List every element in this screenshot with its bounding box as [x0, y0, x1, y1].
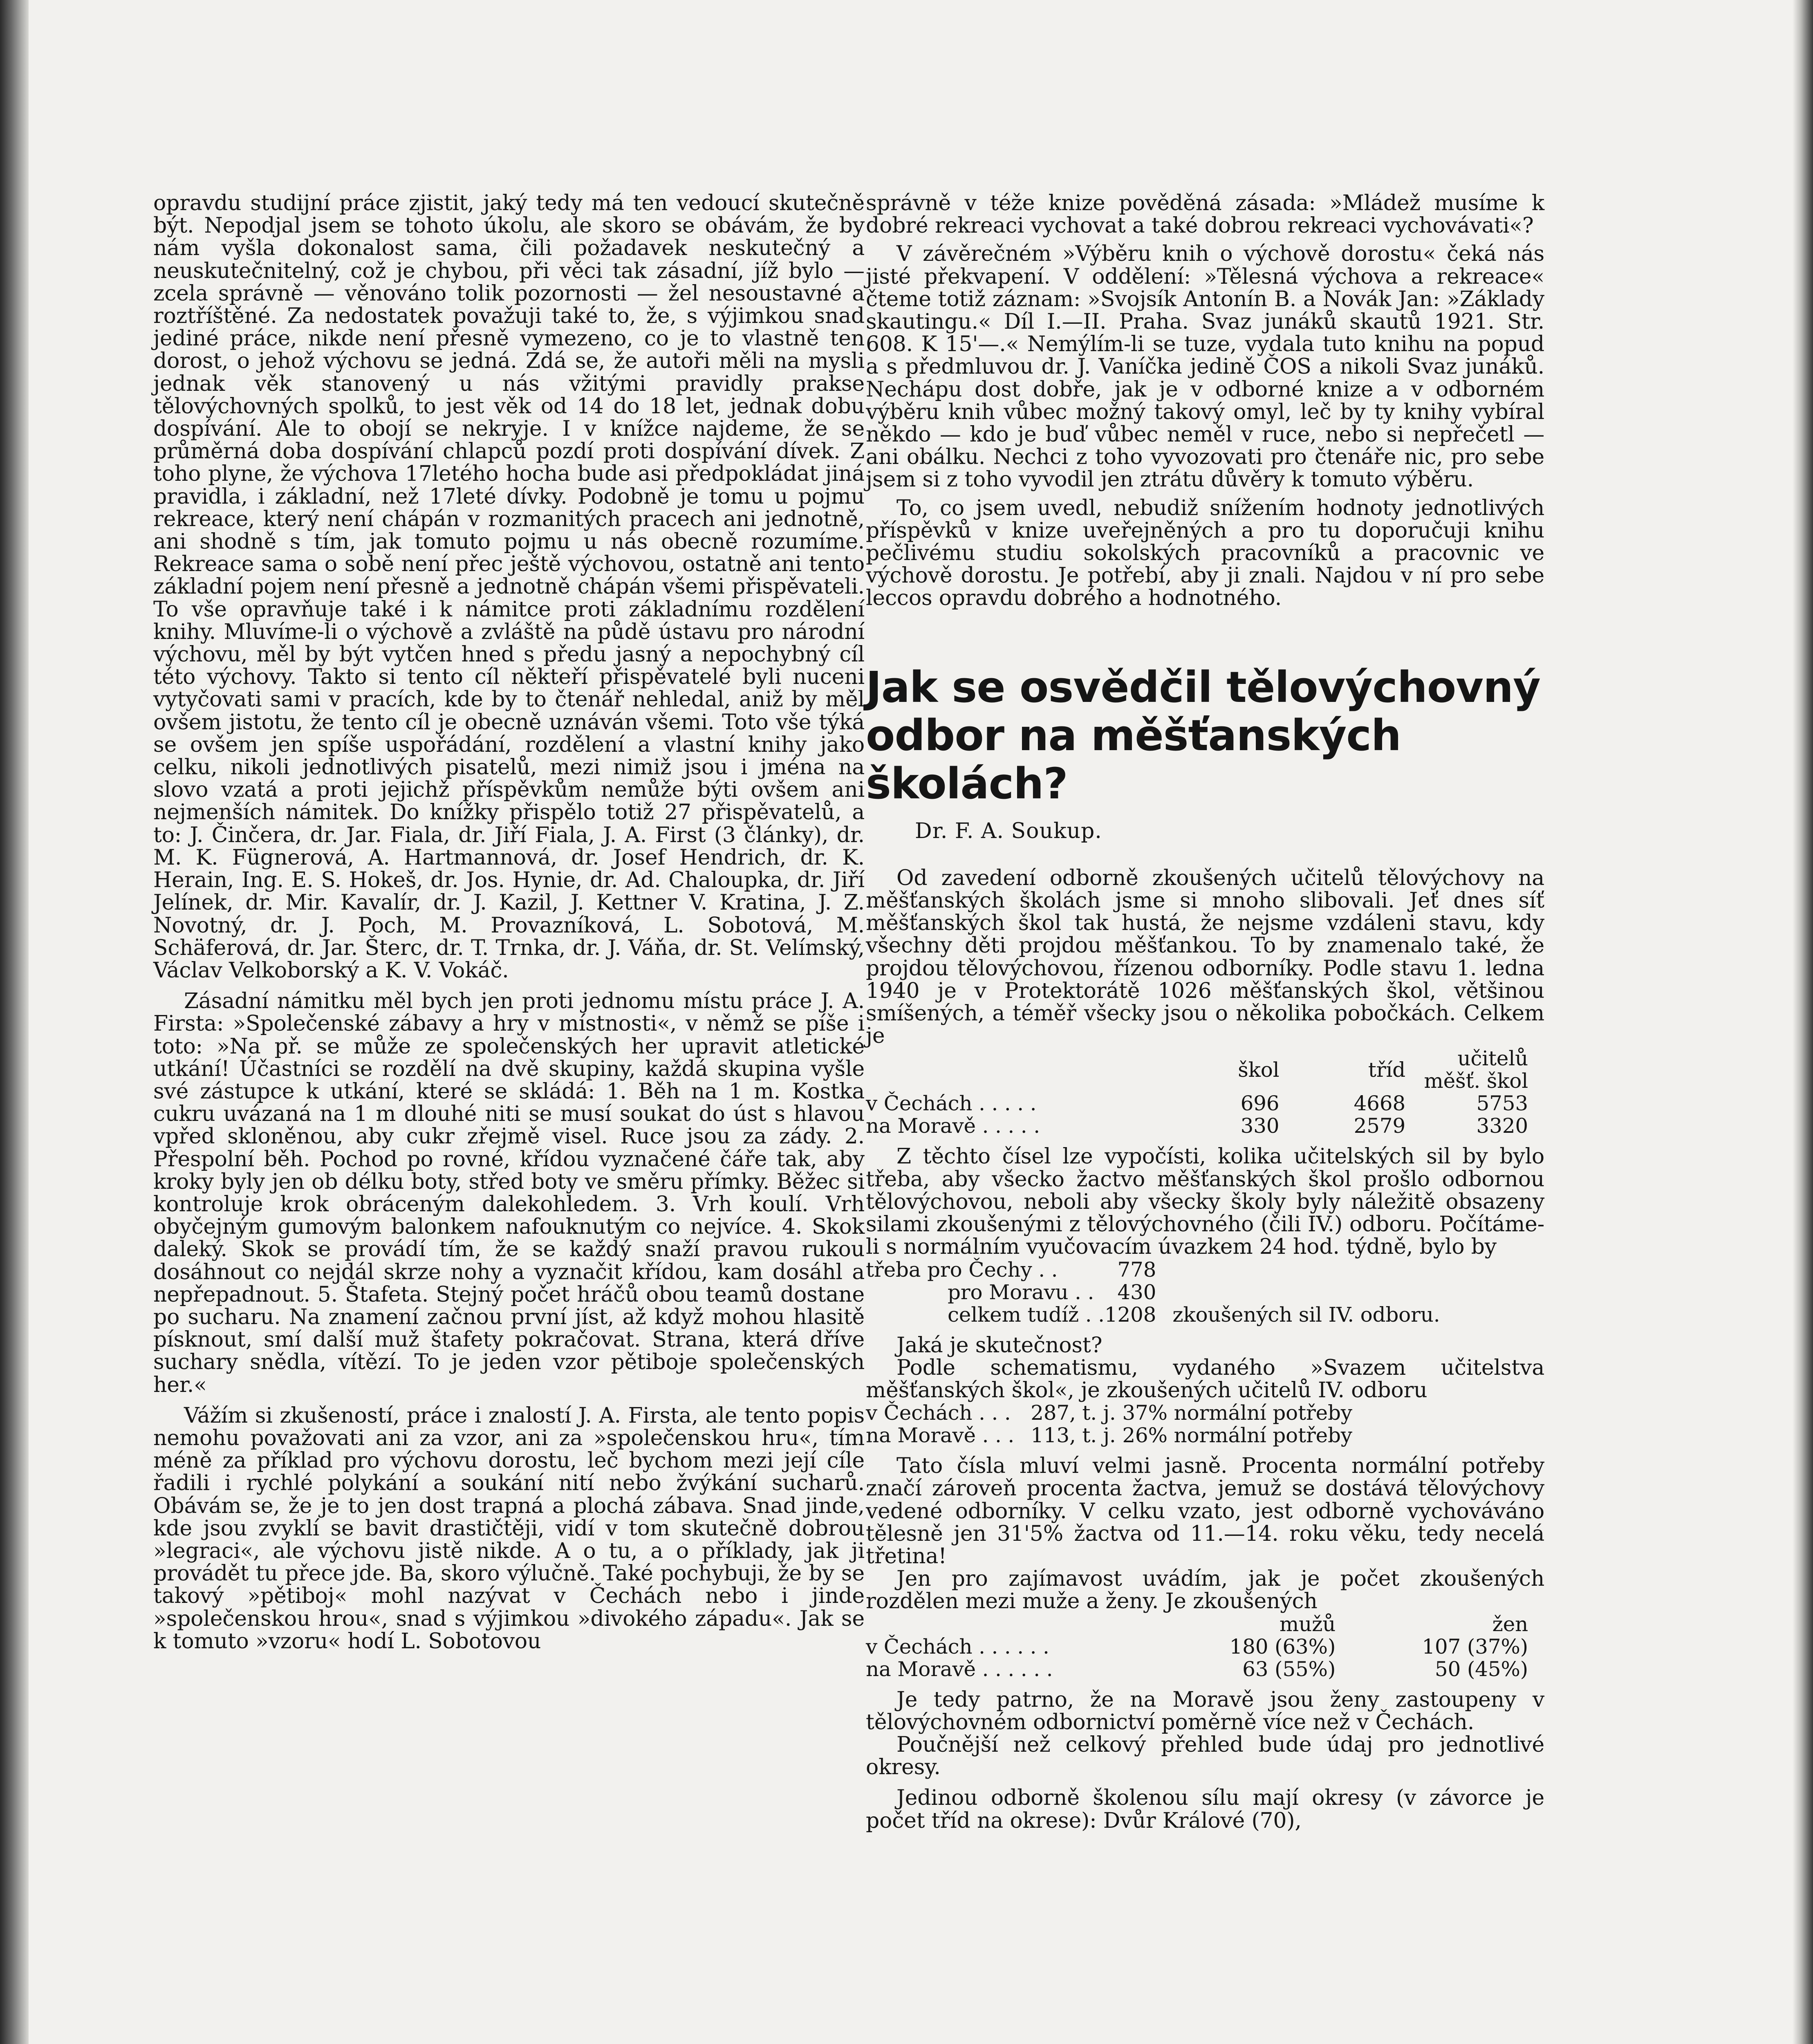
article-paragraph-8: Poučnější než celkový přehled bude údaj pro jednotlivé okresy. — [866, 1732, 1544, 1780]
table-row — [866, 1424, 1352, 1447]
cell-ucitelu: 5753 — [1476, 1091, 1528, 1116]
article-paragraph-4: Podle schematismu, vydaného »Svazem učitelstva měšťanských škol«, je zkoušených učitelů IV. odboru — [866, 1355, 1544, 1403]
row-label: třeba pro Čechy . . — [866, 1257, 1058, 1282]
cell-muzu: 180 (63%) — [1229, 1634, 1336, 1659]
actual-table — [866, 1402, 1352, 1447]
table-row — [866, 1115, 1544, 1137]
cell-skol: 696 — [1240, 1091, 1280, 1116]
cell-note — [1172, 1259, 1440, 1281]
article-headline: Jak se osvědčil tělovýchovný odbor na měšťanských školách? — [866, 662, 1540, 809]
row-label: v Čechách . . . — [866, 1401, 1011, 1425]
cell-ucitelu: 3320 — [1476, 1114, 1528, 1138]
article-byline: Dr. F. A. Soukup. — [915, 818, 1102, 843]
needs-table — [866, 1259, 1440, 1326]
cell-note — [1172, 1281, 1440, 1304]
row-label: na Moravě . . . — [866, 1423, 1015, 1448]
left-paragraph-1: opravdu studijní práce zjistit, jaký tedy má ten vedoucí skutečně být. Nepodjal jsem se tohoto úkolu, ale skoro se obávám, že by nám vyšla dokonalost sama, čili požadavek neskutečný a neuskutečnitelný, což je chybou, při věci tak zásadní, jíž bylo — zcela správně — věnováno tolik pozornosti — žel nesoustavné a roztříštěné. Za nedostatek považuji také to, že, s výjimkou snad jediné práce, nikde není přesně vymezeno, co je to vlastně ten dorost, o jehož výchovu se jedná. Zdá se, že autoři měli na mysli jednak věk stanovený u nás vžitými pravidly prakse tělovýchovných spolků, to jest věk od 14 do 18 let, jednak dobu dospívání. Ale to obojí se nekryje. I v knížce najdeme, že se průměrná doba dospívání chlapců pozdí proti dospívání dívek. Z toho plyne, že výchova 17letého hocha bude asi předpokládat jiná pravidla, i základní, než 17leté dívky. Podobně je tomu u pojmu rekreace, který není chápán v rozmanitých pracech ani jednotně, ani shodně s tím, jak tomuto pojmu u nás obecně rozumíme. Rekreace sama o sobě není přec ještě výchovou, ostatně ani tento základní pojem není přesně a jednotně chápán všemi přispěvateli. To vše opravňuje také i k námitce proti základnímu rozdělení knihy. Mluvíme-li o výchově a zvláště na půdě ústavu pro národní výchovu, měl by být vytčen hned s předu jasný a nepochybný cíl této výchovy. Takto si tento cíl někteří přispěvatelé byli nuceni vytyčovati sami v pracích, kde by to čtenář nehledal, aniž by měl ovšem jistotu, že tento cíl je obecně uznáván všemi. Toto vše týká se ovšem jen spíše uspořádání, rozdělení a vlastní knihy jako celku, nikoli jednotlivých pisatelů, mezi nimiž jsou i jména na slovo vzatá a proti jejichž příspěvkům nemůže býti ovšem ani nejmenších námitek. Do knížky přispělo totiž 27 přispěvatelů, a to: J. Činčera, dr. Jar. Fiala, dr. Jiří Fiala, J. A. First (3 články), dr. M. K. Fügnerová, A. Hartmannová, dr. Josef Hendrich, dr. K. Herain, Ing. E. S. Hokeš, dr. Jos. Hynie, dr. Ad. Chaloupka, dr. Jiří Jelínek, dr. Mir. Kavalír, dr. J. Kazil, J. Kettner V. Kratina, J. Z. Novotný, dr. J. Poch, M. Provazníková, L. Sobotová, M. Schäferová, dr. Jar. Šterc, dr. T. Trnka, dr. J. Váňa, dr. St. Velímský, Václav Velkoborský a K. V. Vokáč. — [153, 191, 865, 983]
table-row — [866, 1259, 1440, 1281]
schools-table-header: škol — [1238, 1058, 1280, 1082]
left-column — [153, 192, 865, 1653]
right-paragraph-1: správně v téže knize pověděná zásada: »Mládež musíme k dobré rekreaci vychovat a také dobrou rekreaci vychovávati«? — [866, 191, 1544, 238]
schools-table — [866, 1047, 1544, 1137]
cell-note: zkoušených sil IV. odboru. — [1172, 1302, 1440, 1327]
row-label: na Moravě . . . . . . — [866, 1657, 1053, 1681]
table-row — [866, 1402, 1352, 1424]
cell-trid: 4668 — [1354, 1091, 1405, 1116]
article-paragraph-7: Je tedy patrno, že na Moravě jsou ženy zastoupeny v tělovýchovném odbornictví poměrně více než v Čechách. — [866, 1687, 1544, 1735]
row-label: celkem tudíž . . — [948, 1302, 1105, 1327]
right-paragraph-3: To, co jsem uvedl, nebudiž snížením hodnoty jednotlivých příspěvků v knize uveřejněných a pro tu doporučuji knihu pečlivému studiu sokolských pracovníků a pracovnic ve výchově dorostu. Je potřebí, aby ji znali. Najdou v ní pro sebe leccos opravdu dobrého a hodnotného. — [866, 495, 1544, 611]
cell-muzu: 63 (55%) — [1242, 1657, 1336, 1681]
table-row — [866, 1281, 1440, 1304]
article-paragraph-2: Z těchto čísel lze vypočísti, kolika učitelských sil by bylo třeba, aby všecko žactvo měšťanských škol prošlo odbornou tělovýchovou, neboli aby všecky školy byly náležitě obsazeny silami zkoušenými z tělovýchovného (čili IV.) odboru. Počítáme-li s normálním vyučovacím úvazkem 24 hod. týdně, bylo by — [866, 1144, 1544, 1260]
gender-table — [866, 1613, 1544, 1681]
gender-table-header: žen — [1492, 1612, 1528, 1636]
scan-edge-left — [0, 0, 29, 2044]
cell-zen: 50 (45%) — [1434, 1657, 1528, 1681]
cell-zen: 107 (37%) — [1422, 1634, 1528, 1659]
cell-value: 430 — [1117, 1280, 1156, 1304]
row-label: pro Moravu . . — [948, 1280, 1094, 1304]
gender-table-header: mužů — [1279, 1612, 1336, 1636]
cell-value: 1208 — [1104, 1302, 1156, 1327]
scan-edge-right — [1793, 0, 1813, 2044]
cell-trid: 2579 — [1354, 1114, 1405, 1138]
table-row — [866, 1304, 1440, 1326]
article-paragraph-9: Jedinou odborně školenou sílu mají okresy (v závorce je počet tříd na okrese): Dvůr Králové (70), — [866, 1786, 1544, 1833]
article-paragraph-1: Od zavedení odborně zkoušených učitelů tělovýchovy na měšťanských školách jsme si mnoho slibovali. Jeť dnes síť měšťanských škol tak hustá, že nejsme vzdáleni stavu, kdy všechny děti projdou měšťankou. To by znamenalo také, že projdou tělovýchovou, řízenou odborníky. Podle stavu 1. ledna 1940 je v Protektorátě 1026 měšťanských škol, většinou smíšených, a téměř všecky jsou o několika pobočkách. Celkem je — [866, 865, 1544, 1049]
table-row — [866, 1092, 1544, 1115]
row-label: na Moravě . . . . . — [866, 1114, 1040, 1138]
cell-skol: 330 — [1240, 1114, 1280, 1138]
article-paragraph-5: Tato čísla mluví velmi jasně. Procenta normální potřeby značí zároveň procenta žactva, jemuž se dostává tělovýchovy vedené odborníky. V celku vzato, jest odborně vychováváno tělesně jen 31'5% žactva od 11.—14. roku věku, tedy necelá třetina! — [866, 1454, 1544, 1569]
left-paragraph-3: Vážím si zkušeností, práce i znalostí J. A. Firsta, ale tento popis nemohu považovati ani za vzor, ani za »společenskou hru«, tím méně za příklad pro výchovu dorostu, leč bychom mezi její cíle řadili i rychlé polykání a soukání nití nebo žvýkání sucharů. Obávám se, že je to jen dost trapná a plochá zábava. Snad jinde, kde jsou zvyklí se bavit drastičtěji, vidí v tom skutečně dobrou »legraci«, ale výchovu jistě nikde. A o tu, a o příklady, jak ji provádět tu přece jde. Ba, skoro výlučně. Také pochybuji, že by se takový »pětiboj« mohl nazývat v Čechách nebo i jinde »společenskou hrou«, snad s výjimkou »divokého západu«. Jak se k tomuto »vzoru« hodí L. Sobotovou — [153, 1403, 865, 1654]
row-label: v Čechách . . . . . — [866, 1091, 1037, 1116]
article-paragraph-6: Jen pro zajímavost uvádím, jak je počet zkoušených rozdělen mezi muže a ženy. Je zkoušených — [866, 1567, 1544, 1614]
table-row — [866, 1658, 1544, 1681]
article-paragraph-3: Jaká je skutečnost? — [896, 1333, 1103, 1358]
right-paragraph-2: V závěrečném »Výběru knih o výchově dorostu« čeká nás jisté překvapení. V oddělení: »Tělesná výchova a rekreace« čteme totiž záznam: »Svojsík Antonín B. a Novák Jan: »Základy skautingu.« Díl I.—II. Praha. Svaz junáků skautů 1921. Str. 608. K 15'—.« Nemýlím-li se tuze, vydala tuto knihu na popud a s předmluvou dr. J. Vaníčka jedině ČOS a nikoli Svaz junáků. Nechápu dost dobře, jak je v odborné knize a v odborném výběru knih vůbec možný takový omyl, leč by ty knihy vybíral někdo — kdo je buď vůbec neměl v ruce, nebo si nepřečetl — ani obálku. Nechci z toho vyvozovati pro čtenáře nic, pro sebe jsem si z toho vyvodil jen ztrátu důvěry k tomuto výběru. — [866, 242, 1544, 492]
table-row — [866, 1636, 1544, 1658]
schools-table-header: tříd — [1368, 1058, 1405, 1082]
left-paragraph-2: Zásadní námitku měl bych jen proti jednomu místu práce J. A. Firsta: »Společenské zábavy a hry v místnosti«, v němž se píše i toto: »Na př. se může ze společenských her upravit atletické utkání! Účastníci se rozdělí na dvě skupiny, každá skupina vyšle své zástupce k utkání, které se skládá: 1. Běh na 1 m. Kostka cukru uvázaná na 1 m dlouhé niti se musí soukat do úst s hlavou vpřed skloněnou, aby cukr zřejmě visel. Ruce jsou za zády. 2. Přespolní běh. Pochod po rovné, křídou vyznačené čáře tak, aby kroky byly jen ob délku boty, střed boty ve směru přímky. Běžec si kontroluje krok obráceným dalekohledem. 3. Vrh koulí. Vrh obyčejným gumovým balonkem nafouknutým co nejvíce. 4. Skok daleký. Skok se provádí tím, že se každý snaží pravou rukou dosáhnout co nejdál skrze nohy a vyznačit křídou, kam dosáhl a nepřepadnout. 5. Štafeta. Stejný počet hráčů obou teamů dostane po sucharu. Na znamení začnou první jíst, až když mohou hlasitě písknout, smí další muž štafety pokračovat. Strana, která dříve suchary snědla, vítězí. To je jeden vzor pětiboje společenských her.« — [153, 989, 865, 1397]
right-column — [866, 192, 1544, 1832]
cell-value: 287, t. j. 37% normální potřeby — [1031, 1401, 1352, 1425]
cell-value: 778 — [1117, 1257, 1156, 1282]
row-label: v Čechách . . . . . . — [866, 1634, 1049, 1659]
cell-value: 113, t. j. 26% normální potřeby — [1031, 1423, 1352, 1448]
schools-table-header: učitelů měšť. škol — [1424, 1047, 1528, 1093]
